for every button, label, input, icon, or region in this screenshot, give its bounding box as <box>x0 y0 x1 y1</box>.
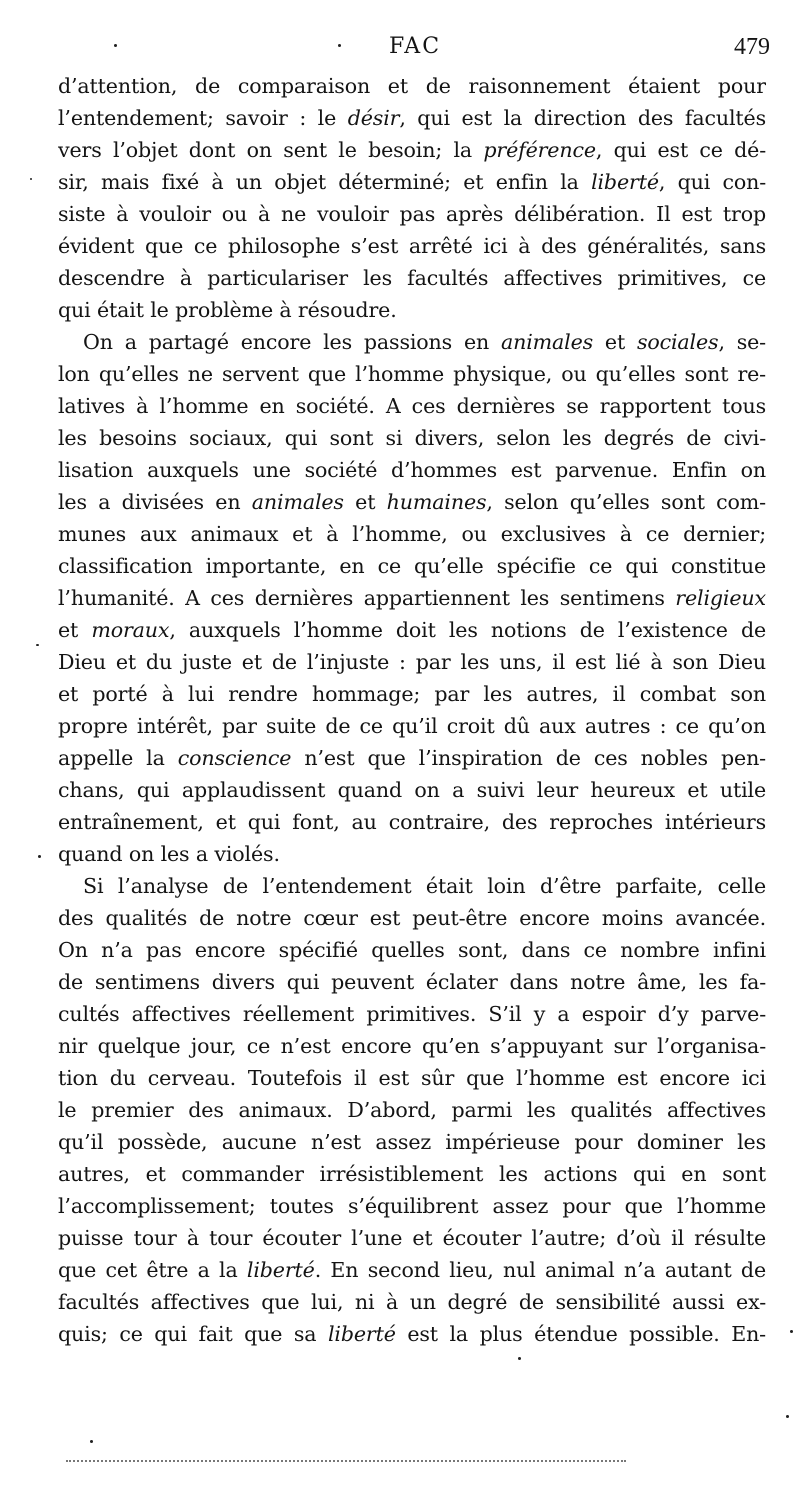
text-run: et <box>343 490 387 514</box>
text-run: autres, et commander irrésistiblement les actions qui en sont <box>58 1162 766 1186</box>
text-line <box>58 134 766 166</box>
text-run: les besoins sociaux, qui sont si divers, selon les degrés de civi- <box>58 426 766 450</box>
text-run: que cet être a la <box>58 1258 247 1282</box>
text-run: appelle la <box>58 746 178 770</box>
text-line <box>58 998 766 1030</box>
text-line <box>58 1190 766 1222</box>
text-line <box>58 934 766 966</box>
text-run: classification importante, en ce qu’elle spécifie ce qui constitue <box>58 554 766 578</box>
text-run: les a divisées en <box>58 490 252 514</box>
text-run: évident que ce philosophe s’est arrêté ici à des généralités, sans <box>58 234 766 258</box>
text-line <box>58 166 766 198</box>
italic-text: liberté <box>591 170 659 194</box>
text-line <box>58 390 766 422</box>
text-line <box>58 678 766 710</box>
text-line <box>58 742 766 774</box>
text-line <box>58 1094 766 1126</box>
text-run: qui était le problème à résoudre. <box>58 298 397 322</box>
text-run: quis; ce qui fait que sa <box>58 1322 328 1346</box>
text-run: siste à vouloir ou à ne vouloir pas après délibération. Il est trop <box>58 202 766 226</box>
text-run: Si l’analyse de l’entendement était loin d’être parfaite, celle <box>83 874 766 898</box>
scan-speck <box>790 1330 793 1333</box>
text-line <box>58 70 766 102</box>
text-run: , auxquels l’homme doit les notions de l’existence de <box>169 618 766 642</box>
text-run: munes aux animaux et à l’homme, ou exclusives à ce dernier; <box>58 522 766 546</box>
italic-text: préférence <box>483 138 596 162</box>
text-line <box>58 326 766 358</box>
italic-text: désir <box>347 106 400 130</box>
text-run: propre intérêt, par suite de ce qu’il croit dû aux autres : ce qu’on <box>58 714 766 738</box>
italic-text: humaines <box>386 490 487 514</box>
text-run: On a partagé encore les passions en <box>83 330 501 354</box>
text-run: . En second lieu, nul animal n’a autant de <box>314 1258 766 1282</box>
scan-speck <box>786 1415 789 1418</box>
text-line <box>58 1318 766 1350</box>
italic-text: religieux <box>675 586 766 610</box>
text-run: On n’a pas encore spécifié quelles sont, dans ce nombre infini <box>58 938 766 962</box>
text-run: le premier des animaux. D’abord, parmi les qualités affectives <box>58 1098 766 1122</box>
text-line <box>58 518 766 550</box>
text-run: et <box>593 330 637 354</box>
body-text <box>58 70 766 1350</box>
text-run: , qui est la direction des facultés <box>399 106 766 130</box>
text-line <box>58 1254 766 1286</box>
text-run: facultés affectives que lui, ni à un degré de sensibilité aussi ex- <box>58 1290 766 1314</box>
text-line <box>58 710 766 742</box>
text-line <box>58 1030 766 1062</box>
text-run: n’est que l’inspiration de ces nobles pen- <box>291 746 766 770</box>
text-run: et <box>58 618 92 642</box>
scan-speck <box>90 1440 93 1443</box>
text-line <box>58 1286 766 1318</box>
text-line <box>58 262 766 294</box>
text-line <box>58 486 766 518</box>
page-header <box>60 34 770 66</box>
italic-text: moraux <box>91 618 170 642</box>
text-line <box>58 806 766 838</box>
text-line <box>58 230 766 262</box>
text-line <box>58 646 766 678</box>
text-run: lon qu’elles ne servent que l’homme physique, ou qu’elles sont re- <box>58 362 766 386</box>
text-line <box>58 582 766 614</box>
text-run: lisation auxquels une société d’hommes est parvenue. Enfin on <box>58 458 766 482</box>
footer-rule <box>66 1460 626 1464</box>
text-line <box>58 102 766 134</box>
italic-text: liberté <box>327 1322 396 1346</box>
italic-text: liberté <box>246 1258 315 1282</box>
text-line <box>58 966 766 998</box>
text-line <box>58 294 766 326</box>
text-line <box>58 614 766 646</box>
text-run: l’accomplissement; toutes s’équilibrent assez pour que l’homme <box>58 1194 766 1218</box>
text-run: Dieu et du juste et de l’injuste : par les uns, il est lié à son Dieu <box>58 650 766 674</box>
text-line <box>58 550 766 582</box>
scan-speck <box>114 44 117 47</box>
text-run: est la plus étendue possible. En- <box>395 1322 766 1346</box>
scan-speck <box>30 178 32 180</box>
text-run: chans, qui applaudissent quand on a suivi leur heureux et utile <box>58 778 766 802</box>
running-head: FAC <box>388 34 442 59</box>
text-line <box>58 1222 766 1254</box>
text-line <box>58 902 766 934</box>
text-run: , se- <box>718 330 766 354</box>
text-line <box>58 198 766 230</box>
text-run: quand on les a violés. <box>58 842 280 866</box>
text-run: d’attention, de comparaison et de raisonnement étaient pour <box>58 74 766 98</box>
scan-speck <box>38 855 41 858</box>
text-run: latives à l’homme en société. A ces dernières se rapportent tous <box>58 394 766 418</box>
text-line <box>58 1126 766 1158</box>
italic-text: animales <box>251 490 344 514</box>
page-number: 479 <box>734 34 770 60</box>
text-run: , selon qu’elles sont com- <box>486 490 766 514</box>
text-run: l’humanité. A ces dernières appartiennent les sentimens <box>58 586 676 610</box>
text-run: l’entendement; savoir : le <box>58 106 348 130</box>
scan-speck <box>36 644 39 646</box>
text-line <box>58 422 766 454</box>
text-run: descendre à particulariser les facultés affectives primitives, ce <box>58 266 766 290</box>
text-line <box>58 358 766 390</box>
text-line <box>58 838 766 870</box>
text-run: des qualités de notre cœur est peut-être encore moins avancée. <box>58 906 766 930</box>
scan-speck <box>338 44 341 47</box>
text-run: entraînement, et qui font, au contraire, des reproches intérieurs <box>58 810 766 834</box>
text-run: tion du cerveau. Toutefois il est sûr que l’homme est encore ici <box>58 1066 766 1090</box>
text-run: de sentimens divers qui peuvent éclater dans notre âme, les fa- <box>58 970 766 994</box>
text-run: et porté à lui rendre hommage; par les autres, il combat son <box>58 682 766 706</box>
italic-text: sociales <box>636 330 719 354</box>
text-line <box>58 774 766 806</box>
text-run: , qui est ce dé- <box>595 138 766 162</box>
italic-text: animales <box>500 330 594 354</box>
text-run: , qui con- <box>658 170 766 194</box>
text-run: vers l’objet dont on sent le besoin; la <box>58 138 484 162</box>
text-run: nir quelque jour, ce n’est encore qu’en s’appuyant sur l’organisa- <box>58 1034 766 1058</box>
text-line <box>58 870 766 902</box>
text-line <box>58 1062 766 1094</box>
text-line <box>58 454 766 486</box>
scan-speck <box>518 1357 521 1360</box>
text-line <box>58 1158 766 1190</box>
italic-text: conscience <box>177 746 292 770</box>
text-run: puisse tour à tour écouter l’une et écouter l’autre; d’où il résulte <box>58 1226 766 1250</box>
text-run: qu’il possède, aucune n’est assez impérieuse pour dominer les <box>58 1130 766 1154</box>
text-run: sir, mais fixé à un objet déterminé; et enfin la <box>58 170 592 194</box>
text-run: cultés affectives réellement primitives. S’il y a espoir d’y parve- <box>58 1002 766 1026</box>
